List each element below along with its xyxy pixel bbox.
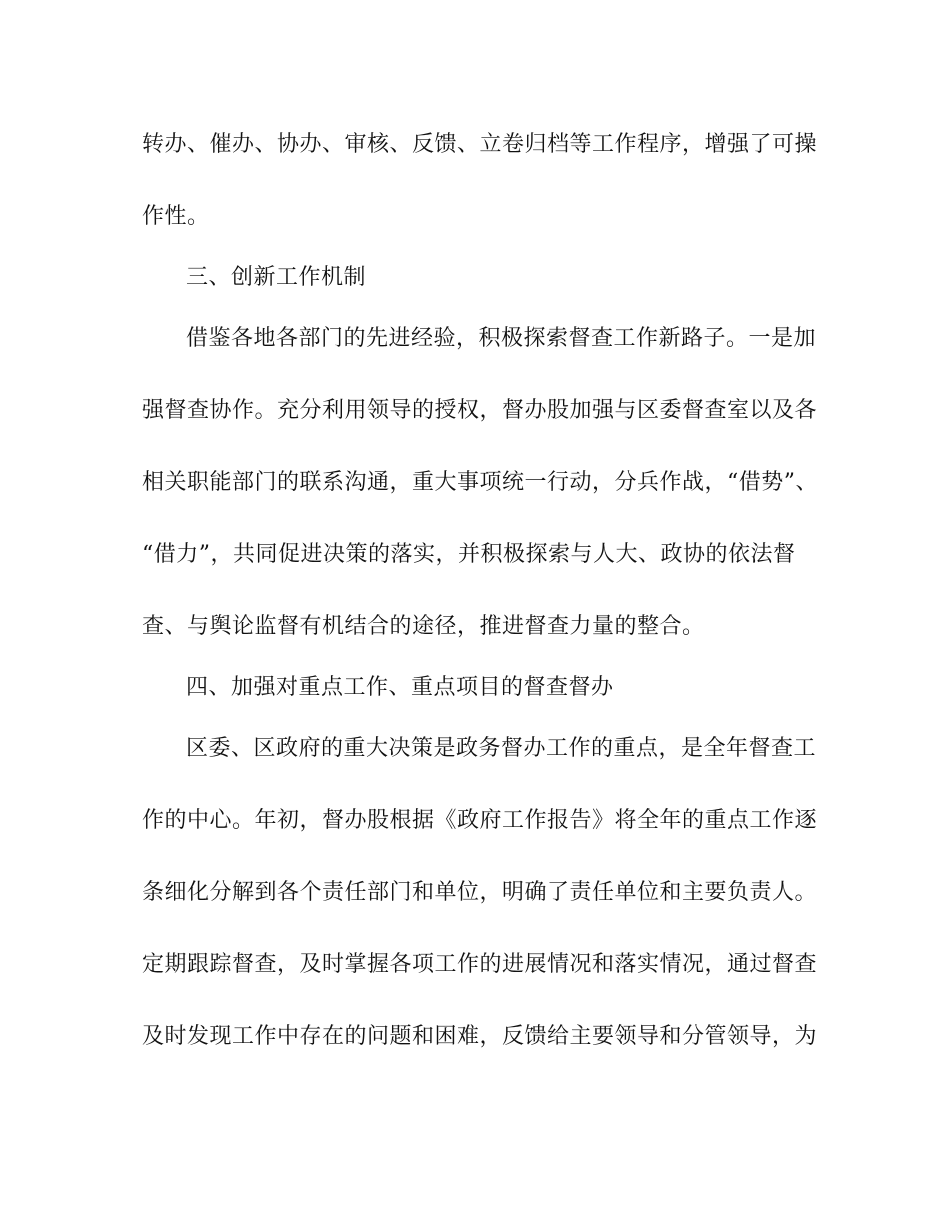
paragraph-line: 作的中心。年初，督办股根据《政府工作报告》将全年的重点工作逐: [142, 808, 818, 833]
section-heading: 三、创新工作机制: [186, 265, 367, 290]
paragraph-line: 定期跟踪督查，及时掌握各项工作的进展情况和落实情况，通过督查: [142, 952, 818, 977]
paragraph-line: 相关职能部门的联系沟通，重大事项统一行动，分兵作战，“借势”、: [142, 470, 818, 495]
paragraph-line: 区委、区政府的重大决策是政务督办工作的重点，是全年督查工: [186, 736, 817, 761]
paragraph-line: 转办、催办、协办、审核、反馈、立卷归档等工作程序，增强了可操: [142, 132, 818, 157]
paragraph-line: “借力”，共同促进决策的落实，并积极探索与人大、政协的依法督: [142, 542, 796, 567]
paragraph-line: 查、与舆论监督有机结合的途径，推进督查力量的整合。: [142, 614, 705, 639]
paragraph-line: 条细化分解到各个责任部门和单位，明确了责任单位和主要负责人。: [142, 880, 818, 905]
paragraph-line: 及时发现工作中存在的问题和困难，反馈给主要领导和分管领导，为: [142, 1024, 818, 1049]
paragraph-line: 作性。: [142, 204, 210, 229]
paragraph-line: 强督查协作。充分利用领导的授权，督办股加强与区委督查室以及各: [142, 398, 818, 423]
paragraph-line: 借鉴各地各部门的先进经验，积极探索督查工作新路子。一是加: [186, 326, 817, 351]
section-heading: 四、加强对重点工作、重点项目的督查督办: [186, 675, 614, 700]
